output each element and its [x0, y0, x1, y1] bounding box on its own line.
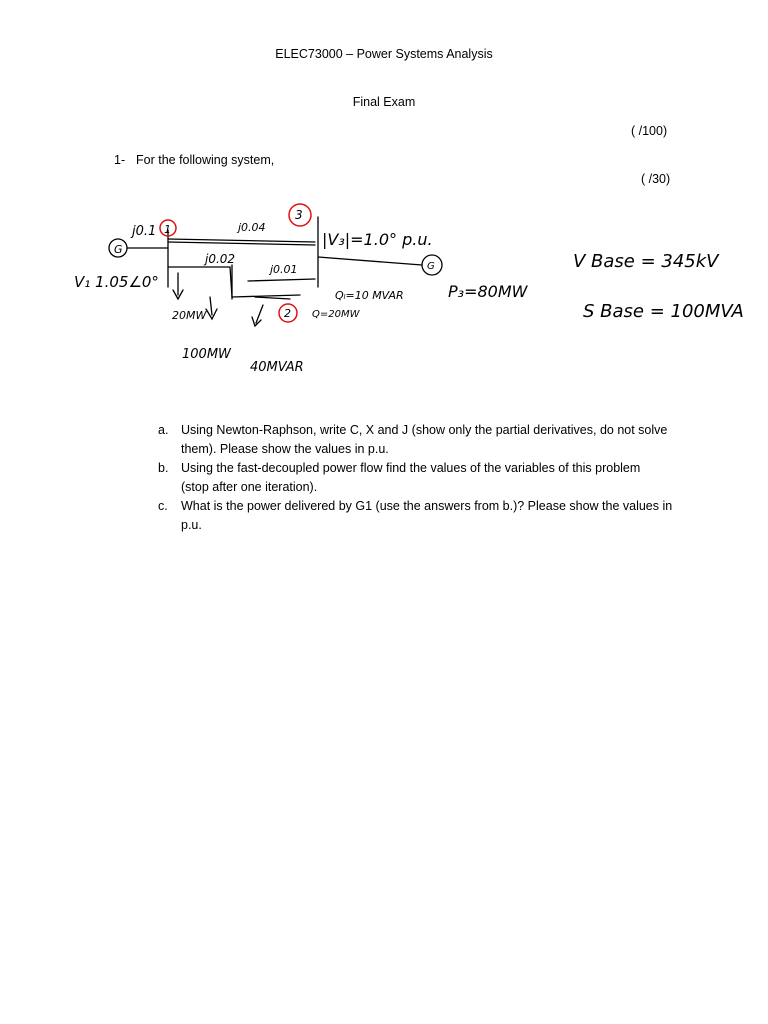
circuit-diagram: [60, 195, 528, 385]
document-header: ELEC73000 – Power Systems Analysis: [275, 47, 493, 61]
bus3-label: 3: [295, 208, 303, 222]
question-number: 1-: [114, 153, 126, 167]
generator-right-label: G: [427, 261, 435, 272]
vbase-label: V Base = 345kV: [573, 251, 719, 272]
v3-label: |V₃|=1.0° p.u.: [322, 230, 433, 249]
load-40mvar: 40MVAR: [250, 360, 304, 375]
line-13-impedance: j0.02: [205, 252, 236, 266]
item-text: What is the power delivered by G1 (use the answers from b.)? Please show the values in: [181, 499, 673, 513]
exam-title: Final Exam: [352, 95, 416, 109]
pg3-label: P₃=80MW: [448, 282, 528, 301]
qg-label: Q=20MW: [312, 309, 360, 320]
sbase-label: S Base = 100MVA: [583, 301, 744, 322]
line-23-impedance: j0.01: [270, 263, 298, 276]
base-values: [565, 225, 744, 335]
total-score: ( /100): [631, 124, 668, 138]
item-marker: b.: [158, 461, 169, 475]
item-text: Using the fast-decoupled power flow find the values of the variables of this problem: [181, 461, 641, 475]
question-score: ( /30): [641, 172, 671, 186]
item-marker: a.: [158, 423, 169, 437]
item-marker: c.: [158, 499, 168, 513]
line-top-impedance: j0.04: [238, 221, 266, 234]
question-text: For the following system,: [136, 153, 275, 167]
list-item-c: [158, 497, 688, 535]
load-20mw: 20MW: [172, 309, 207, 322]
bus1-impedance: j0.1: [132, 224, 157, 239]
bus1-label: 1: [164, 223, 171, 236]
v1-label: V₁ 1.05∠0°: [74, 273, 159, 291]
item-text: p.u.: [181, 518, 202, 532]
generator-left-label: G: [114, 243, 123, 256]
list-item-b: [158, 459, 688, 497]
list-item-a: [158, 421, 688, 459]
item-text: (stop after one iteration).: [181, 480, 318, 494]
q3-label: Qₗ=10 MVAR: [335, 289, 404, 302]
item-text: Using Newton-Raphson, write C, X and J (show only the partial derivatives, do not solve: [181, 423, 668, 437]
item-text: them). Please show the values in p.u.: [181, 442, 389, 456]
bus2-label: 2: [284, 307, 291, 320]
load-100mw: 100MW: [182, 347, 231, 362]
